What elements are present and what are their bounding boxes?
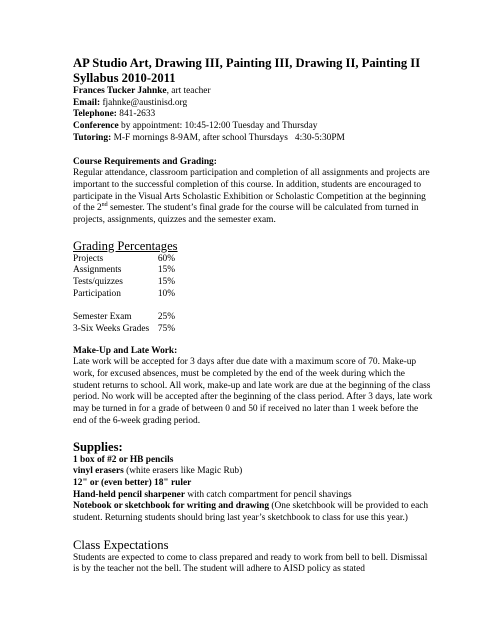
makeup-paragraph: Late work will be accepted for 3 days after due date with a maximum score of 70. Make-up work, for excused absences, must be completed by the end of the week during which the student returns to school. All work, make-up and late work are due at the beginning of the class period. No work will be accepted after the beginning of the class period. After 3 days, late work may be turned in for a grade of between 0 and 50 if received no later than 1 week before the end of the 6-week grading period. bbox=[73, 357, 433, 426]
supply-item-bold: vinyl erasers bbox=[73, 466, 124, 477]
tutoring-line bbox=[73, 133, 433, 145]
supply-item: 1 box of #2 or HB pencils bbox=[73, 454, 174, 465]
grade-row bbox=[73, 312, 433, 324]
grade-name: 3-Six Weeks Grades bbox=[73, 323, 150, 334]
grade-value: 60% bbox=[157, 253, 175, 264]
grade-value: 10% bbox=[157, 288, 175, 299]
grade-name: Participation bbox=[73, 288, 121, 299]
phone-label: Telephone: bbox=[73, 109, 117, 120]
phone-number: 841-2633 bbox=[119, 109, 156, 120]
supply-item bbox=[73, 490, 433, 502]
supplies-heading: Supplies: bbox=[73, 439, 123, 454]
requirements-heading: Course Requirements and Grading: bbox=[73, 156, 217, 167]
teacher-name: Frances Tucker Jahnke bbox=[73, 86, 167, 96]
supply-item-note: (One sketchbook will be provided to each student. Returning students should bring last year’s sketchbook to class for use this year.) bbox=[73, 501, 429, 524]
grade-row bbox=[73, 289, 433, 301]
grade-name: Projects bbox=[73, 253, 104, 264]
teacher-line bbox=[73, 86, 433, 98]
expectations-heading: Class Expectations bbox=[73, 537, 169, 552]
tutoring-text: M-F mornings 8-9AM, after school Thursdays 4:30-5:30PM bbox=[113, 132, 345, 143]
grade-row bbox=[73, 254, 433, 266]
makeup-heading: Make-Up and Late Work: bbox=[73, 345, 178, 356]
document-content bbox=[73, 56, 433, 576]
title-line-1: AP Studio Art, Drawing III, Painting III, Drawing II, Painting II bbox=[73, 56, 421, 70]
requirements-text-b: semester. The student’s final grade for the course will be calculated from turned in projects, assignments, quizzes and the semester exam. bbox=[73, 203, 419, 226]
supply-item-note: (white erasers like Magic Rub) bbox=[123, 466, 243, 477]
supply-item-bold: Hand-held pencil sharpener bbox=[73, 489, 185, 500]
supplies-list bbox=[73, 455, 433, 525]
phone-line bbox=[73, 109, 433, 121]
email-label: Email: bbox=[73, 97, 101, 108]
conference-line bbox=[73, 121, 433, 133]
grade-row bbox=[73, 265, 433, 277]
email-line bbox=[73, 98, 433, 110]
tutoring-label: Tutoring: bbox=[73, 132, 112, 143]
grade-name: Tests/quizzes bbox=[73, 277, 123, 288]
conference-label: Conference bbox=[73, 121, 119, 132]
supply-item-note: with catch compartment for pencil shavings bbox=[185, 489, 352, 500]
grade-row bbox=[73, 277, 433, 289]
grade-value: 25% bbox=[157, 312, 175, 323]
supply-item: 12" or (even better) 18" ruler bbox=[73, 477, 192, 488]
grade-value: 75% bbox=[157, 323, 175, 334]
grade-row bbox=[73, 324, 433, 336]
document-title bbox=[73, 56, 433, 86]
title-line-2: Syllabus 2010-2011 bbox=[73, 71, 176, 85]
supply-item-bold: Notebook or sketchbook for writing and drawing bbox=[73, 501, 270, 512]
grade-name: Semester Exam bbox=[73, 312, 132, 323]
grading-table bbox=[73, 254, 433, 336]
expectations-paragraph: Students are expected to come to class prepared and ready to work from bell to bell. Dismissal is by the teacher not the bell. The student will adhere to AISD policy as stated bbox=[73, 552, 428, 575]
requirements-sup: nd bbox=[101, 202, 108, 209]
requirements-paragraph bbox=[73, 168, 433, 227]
grade-name: Assignments bbox=[73, 265, 122, 276]
supply-item bbox=[73, 466, 433, 478]
teacher-role: , art teacher bbox=[166, 86, 211, 96]
grading-heading: Grading Percentages bbox=[73, 238, 178, 253]
supply-item bbox=[73, 501, 433, 524]
grade-value: 15% bbox=[157, 277, 175, 288]
grade-value: 15% bbox=[157, 265, 175, 276]
requirements-text-a: Regular attendance, classroom participation and completion of all assignments and projects are important to the successful completion of this course. In addition, students are encouraged to participate in the Visual Arts Scholastic Exhibition or Scholastic Competition at the beginning of the 2 bbox=[73, 168, 430, 214]
conference-text: by appointment: 10:45-12:00 Tuesday and Thursday bbox=[121, 121, 318, 132]
grading-spacer bbox=[73, 301, 433, 313]
email-address[interactable]: fjahnke@austinisd.org bbox=[102, 97, 188, 108]
